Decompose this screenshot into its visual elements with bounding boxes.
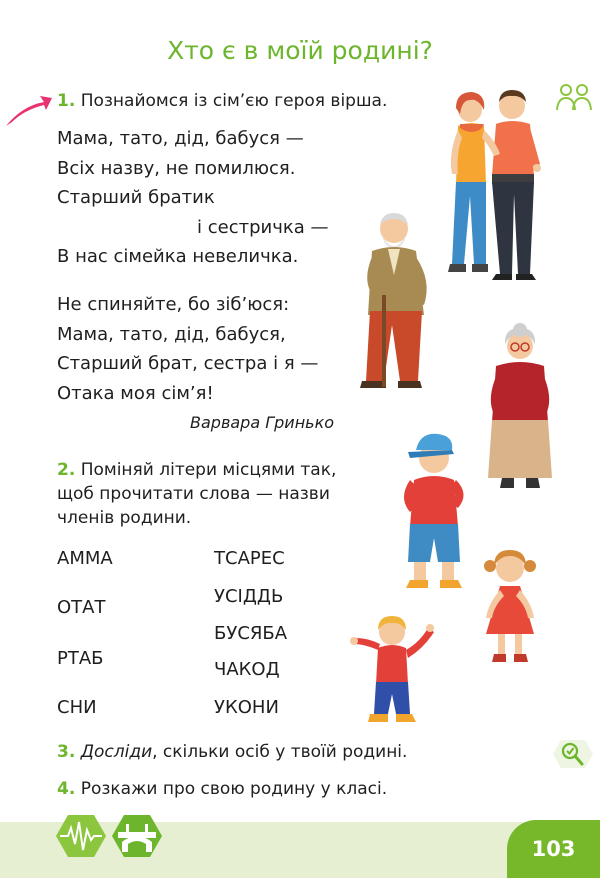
word-right: ТСАРЕС [214, 548, 285, 569]
bridge-icon [112, 812, 162, 860]
pair-work-icon [554, 82, 594, 112]
page-title: Хто є в моїй родині? [167, 36, 433, 65]
task-2 [57, 458, 373, 530]
task-4 [57, 777, 387, 801]
task-number: 4. [57, 779, 76, 799]
task-1 [57, 89, 387, 113]
pointer-arrow-icon [4, 92, 52, 132]
word-left: ОТАТ [57, 597, 106, 618]
task-text-line: членів родини. [57, 508, 192, 528]
task-number: 2. [57, 460, 76, 480]
task-text: Познайомся із сім’єю героя вірша. [80, 91, 388, 111]
page-number: 103 [507, 820, 600, 878]
word-left: РТАБ [57, 648, 104, 669]
task-text-line: Поміняй літери місцями так, [80, 460, 337, 480]
parents-illustration [430, 84, 560, 284]
sister-illustration [478, 544, 542, 666]
word-right: УКОНИ [214, 697, 279, 718]
grandfather-illustration [350, 205, 440, 390]
task-text-emphasis: Досліди [80, 742, 153, 762]
poem-stanza-1 [57, 124, 328, 272]
search-magnifier-icon [553, 737, 593, 771]
poem-stanza-2 [57, 290, 318, 408]
boy-illustration [350, 614, 436, 726]
brother-illustration [396, 428, 476, 596]
poem-line: Старший братик [57, 187, 215, 208]
word-left: АММА [57, 548, 113, 569]
poem-line: В нас сімейка невеличка. [57, 246, 299, 267]
task-number: 1. [57, 91, 76, 111]
task-number: 3. [57, 742, 76, 762]
poem-author: Варвара Гринько [190, 413, 335, 432]
poem-line: Мама, тато, дід, бабуся, [57, 323, 286, 345]
task-text-line: щоб прочитати слова — назви [57, 484, 330, 504]
poem-line: Мама, тато, дід, бабуся — [57, 128, 304, 149]
word-right: УСІДДЬ [214, 586, 284, 607]
word-right: ЧАКОД [214, 659, 280, 680]
poem-line: Не спиняйте, бо зіб’юся: [57, 294, 290, 315]
task-text: , скільки осіб у твоїй родині. [152, 742, 408, 762]
word-right: БУСЯБА [214, 623, 288, 644]
poem-line: Старший брат, сестра і я — [57, 353, 319, 374]
grandmother-illustration [480, 322, 560, 492]
poem-line: Отака моя сім’я! [57, 382, 214, 404]
poem-line: і сестричка — [197, 216, 329, 238]
word-left: СНИ [57, 697, 97, 718]
audio-wave-icon [56, 812, 106, 860]
task-text: Розкажи про свою родину у класі. [80, 779, 388, 799]
poem-line: Всіх назву, не помилюся. [57, 157, 296, 179]
task-3 [57, 740, 407, 764]
